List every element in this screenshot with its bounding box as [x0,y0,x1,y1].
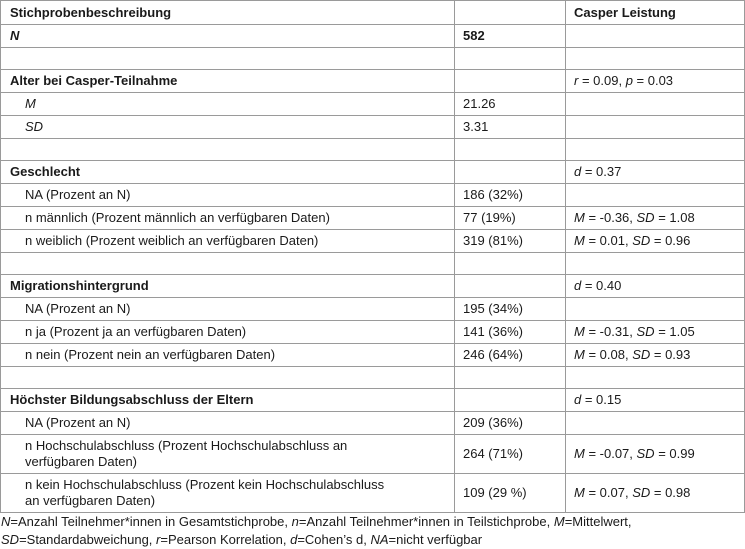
n-value: 582 [455,25,566,48]
section-title-migration: Migrationshintergrund [1,275,455,298]
row-value: 319 (81%) [455,230,566,253]
geschlecht-effect-size: d = 0.37 [566,161,745,184]
row-stat: M = 0.07, SD = 0.98 [566,474,745,513]
table-row [1,435,745,474]
row-label: n weiblich (Prozent weiblich an verfügbaren Daten) [1,230,455,253]
row-value: 195 (34%) [455,298,566,321]
section-title-bildung: Höchster Bildungsabschluss der Eltern [1,389,455,412]
table-row [1,230,745,253]
alter-sd-label: SD [1,116,455,139]
row-label: n männlich (Prozent männlich an verfügbaren Daten) [1,207,455,230]
section-title-geschlecht: Geschlecht [1,161,455,184]
row-value: 186 (32%) [455,184,566,207]
header-row [1,1,745,25]
table-row [1,207,745,230]
row-value: 246 (64%) [455,344,566,367]
section-geschlecht [1,161,745,184]
spacer-row [1,48,745,70]
alter-sd-row [1,116,745,139]
table-row [1,298,745,321]
row-value: 141 (36%) [455,321,566,344]
row-label: NA (Prozent an N) [1,298,455,321]
table-row [1,412,745,435]
migration-effect-size: d = 0.40 [566,275,745,298]
n-label: N [1,25,455,48]
row-label: NA (Prozent an N) [1,184,455,207]
row-stat: M = -0.07, SD = 0.99 [566,435,745,474]
row-value: 109 (29 %) [455,474,566,513]
spacer-row [1,367,745,389]
alter-correlation: r = 0.09, p = 0.03 [566,70,745,93]
section-alter [1,70,745,93]
row-value: 77 (19%) [455,207,566,230]
row-stat: M = 0.01, SD = 0.96 [566,230,745,253]
table-row [1,184,745,207]
header-empty [455,1,566,25]
row-label: n nein (Prozent nein an verfügbaren Daten) [1,344,455,367]
section-migration [1,275,745,298]
alter-mean-value: 21.26 [455,93,566,116]
row-stat: M = 0.08, SD = 0.93 [566,344,745,367]
row-stat: M = -0.36, SD = 1.08 [566,207,745,230]
row-stat: M = -0.31, SD = 1.05 [566,321,745,344]
row-label: n Hochschulabschluss (Prozent Hochschulabschluss an verfügbaren Daten) [1,435,455,474]
n-row [1,25,745,48]
table-row [1,344,745,367]
row-label: n ja (Prozent ja an verfügbaren Daten) [1,321,455,344]
row-label: n kein Hochschulabschluss (Prozent kein Hochschulabschluss an verfügbaren Daten) [1,474,455,513]
header-casper-performance: Casper Leistung [566,1,745,25]
row-value: 264 (71%) [455,435,566,474]
alter-sd-value: 3.31 [455,116,566,139]
section-title-alter: Alter bei Casper-Teilnahme [1,70,455,93]
row-value: 209 (36%) [455,412,566,435]
header-sample-description: Stichprobenbeschreibung [1,1,455,25]
spacer-row [1,253,745,275]
table-footnote: N=Anzahl Teilnehmer*innen in Gesamtstichprobe, n=Anzahl Teilnehmer*innen in Teilstichprobe, M=Mittelwert, SD=Standardabweichung, r=Pearson Korrelation, d=Cohen’s d, NA=nicht verfügbar [1,514,632,547]
table-row [1,474,745,513]
alter-mean-row [1,93,745,116]
spacer-row [1,139,745,161]
table-row [1,321,745,344]
row-label: NA (Prozent an N) [1,412,455,435]
section-bildung [1,389,745,412]
alter-mean-label: M [1,93,455,116]
bildung-effect-size: d = 0.15 [566,389,745,412]
